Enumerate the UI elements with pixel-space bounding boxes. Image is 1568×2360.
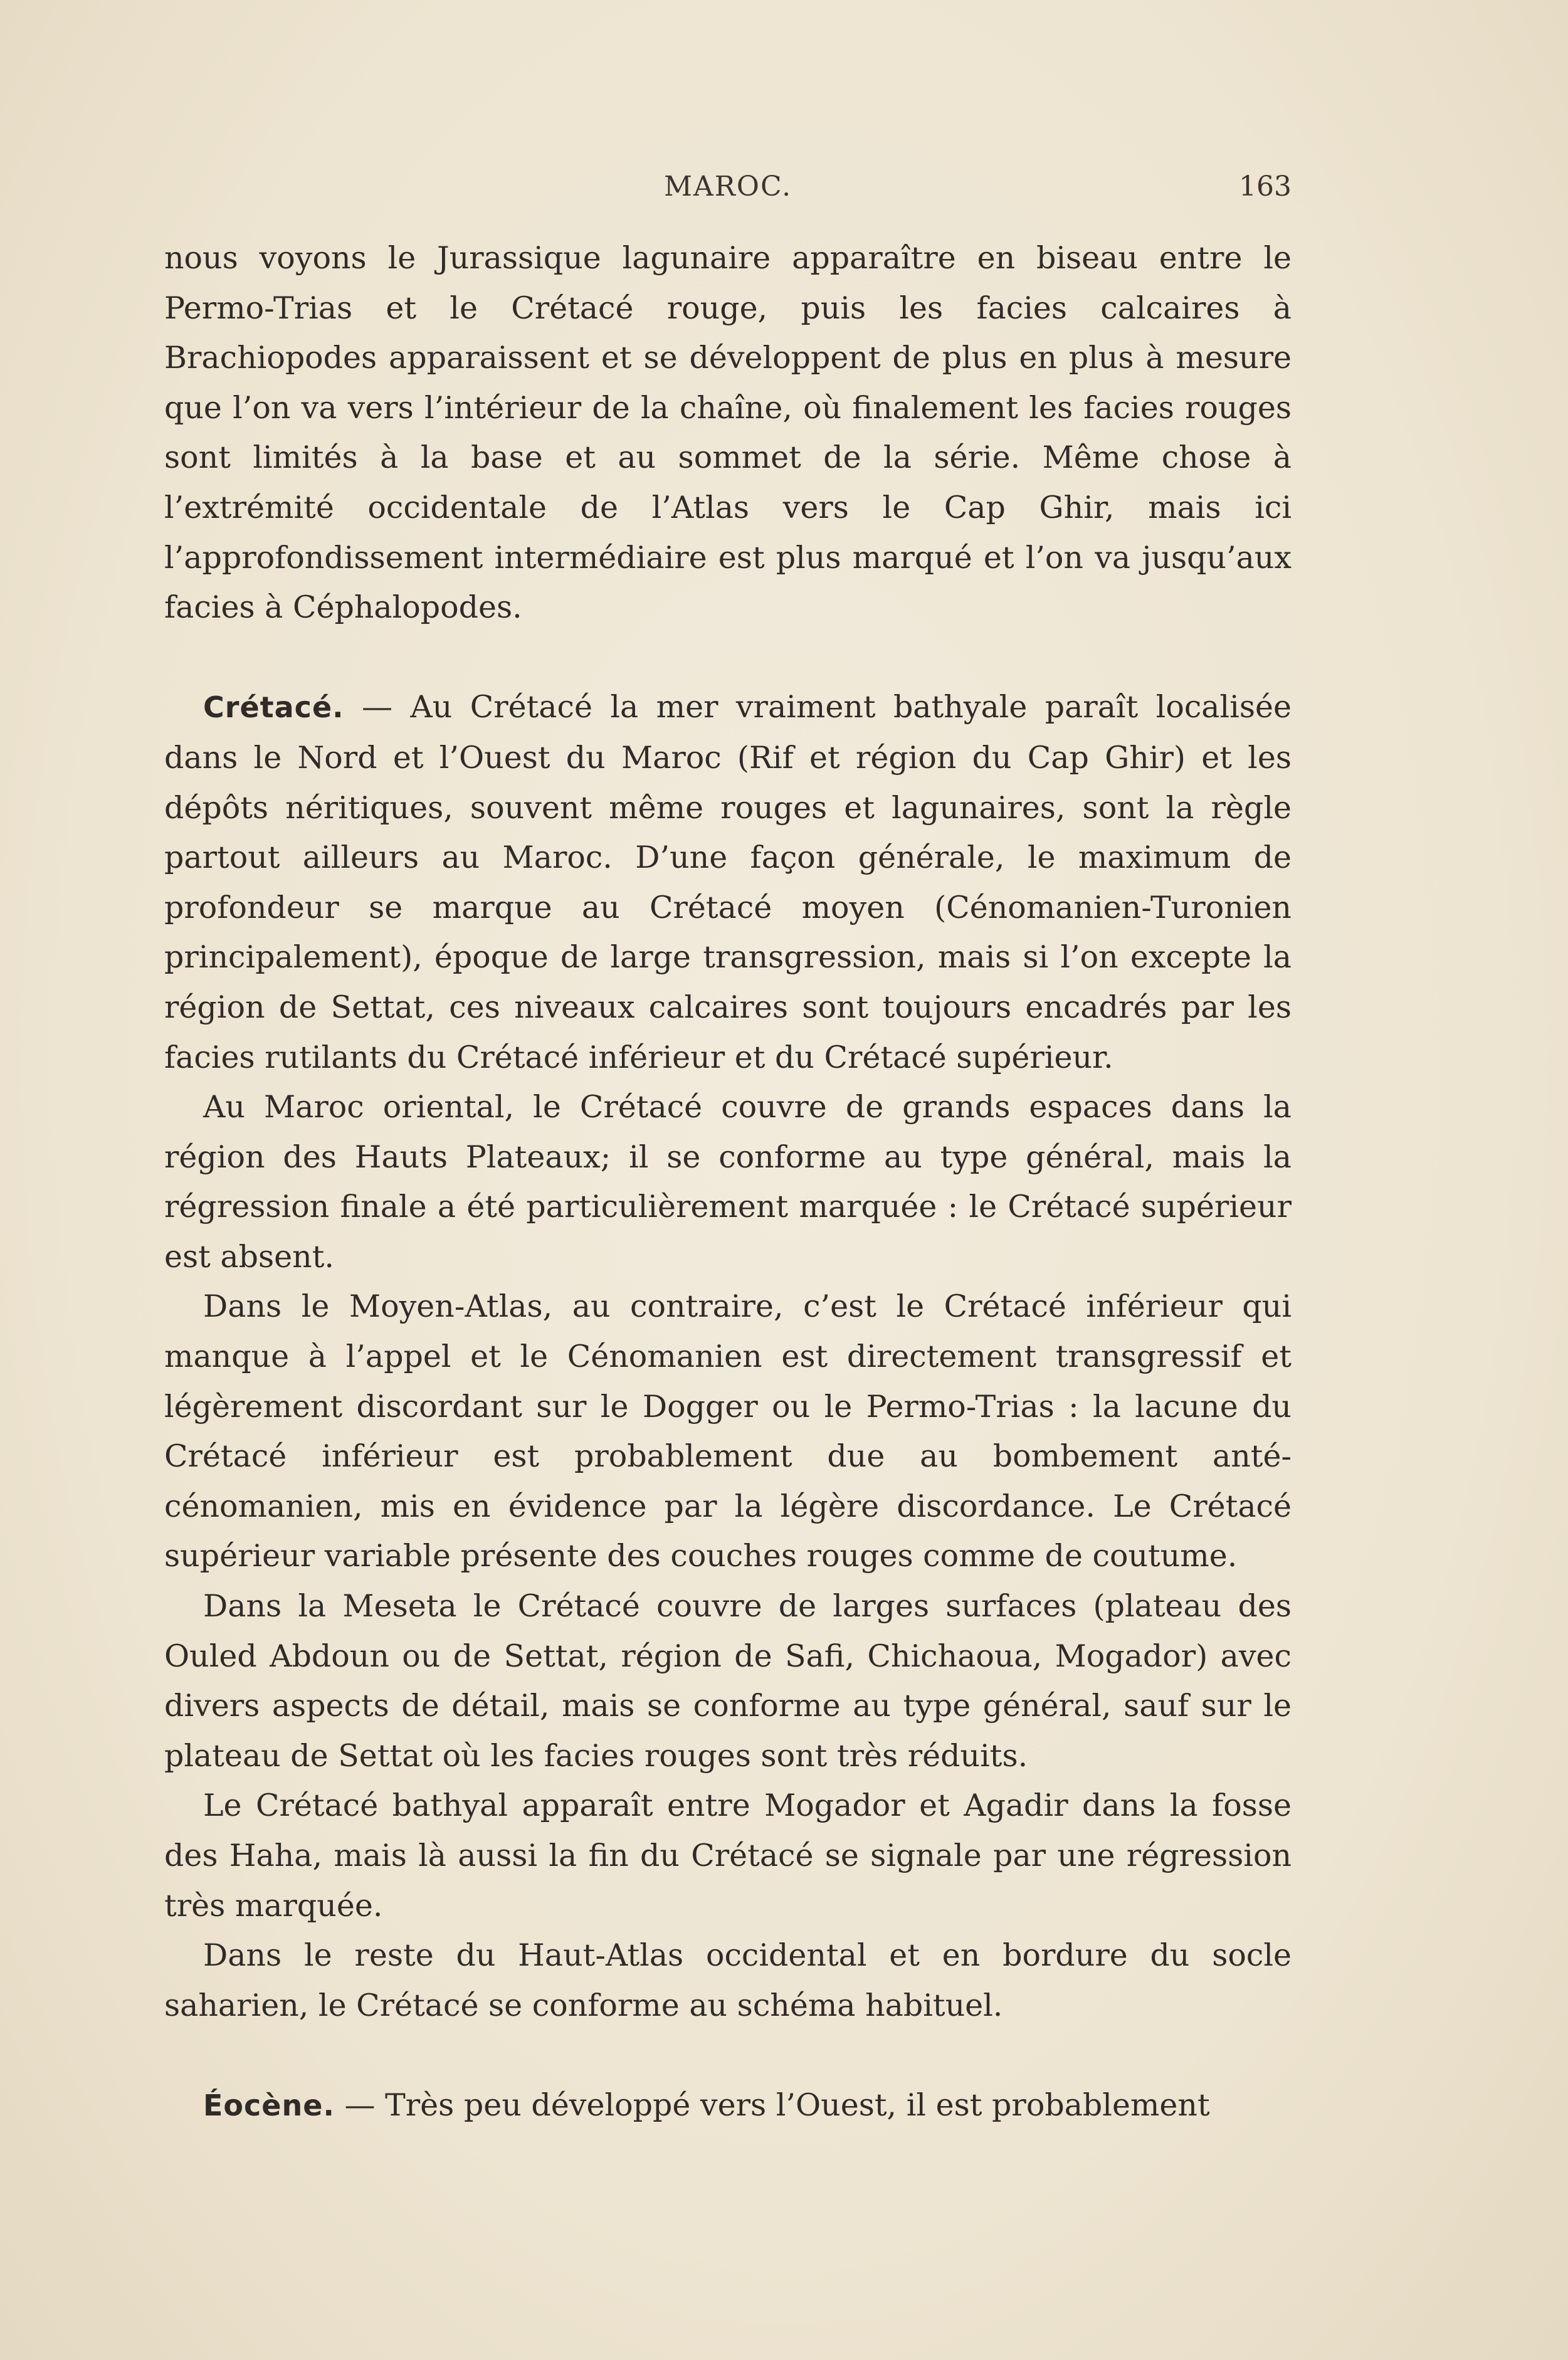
paragraph-meseta: Dans la Meseta le Crétacé couvre de larges surfaces (plateau des Ouled Abdoun ou de Settat, région de Safi, Chichaoua, Mogador) avec divers aspects de détail, mais se conforme au type général, sauf sur le plateau de Settat où les facies rouges sont très réduits. [164,1588,1292,1774]
running-title: MAROC. [663,171,792,203]
section-heading-cretace: Crétacé. [203,690,344,725]
paragraph-haut-atlas: Dans le reste du Haut-Atlas occidental et en bordure du socle saharien, le Crétacé se conforme au schéma habituel. [164,1937,1292,2023]
paragraph-cretace-bathyal: Le Crétacé bathyal apparaît entre Mogador et Agadir dans la fosse des Haha, mais là aussi la fin du Crétacé se signale par une régression très marquée. [164,1788,1292,1924]
paragraph-eocene-intro [164,2080,1292,2131]
paragraph-maroc-oriental: Au Maroc oriental, le Crétacé couvre de grands espaces dans la région des Hauts Plateaux; il se conforme au type général, mais la régression finale a été particulièrement marquée : le Crétacé supérieur est absent. [164,1089,1292,1275]
section-heading-eocene: Éocène. [203,2088,335,2122]
cretace-intro-text: — Au Crétacé la mer vraiment bathyale paraît localisée dans le Nord et l’Ouest du Maroc (Rif et région du Cap Ghir) et les dépôts néritiques, souvent même rouges et lagunaires, sont la règle partout ailleurs au Maroc. D’une façon générale, le maximum de profondeur se marque au Crétacé moyen (Cénomanien-Turonien principalement), époque de large transgression, mais si l’on excepte la région de Settat, ces niveaux calcaires sont toujours encadrés par les facies rutilants du Crétacé inférieur et du Crétacé supérieur. [164,689,1292,1075]
paragraph-jurassique: nous voyons le Jurassique lagunaire apparaître en biseau entre le Permo-Trias et le Crétacé rouge, puis les facies calcaires à Brachiopodes apparaissent et se développent de plus en plus à mesure que l’on va vers l’intérieur de la chaîne, où finalement les facies rouges sont limités à la base et au sommet de la série. Même chose à l’extrémité occidentale de l’Atlas vers le Cap Ghir, mais ici l’approfondissement intermédiaire est plus marqué et l’on va jusqu’aux facies à Céphalopodes. [164,240,1292,626]
body-text [164,233,1292,2131]
paragraph-cretace-intro [164,682,1292,1082]
page-header [164,171,1292,208]
eocene-intro-text: — Très peu développé vers l’Ouest, il est probablement [334,2087,1210,2123]
paragraph-moyen-atlas: Dans le Moyen-Atlas, au contraire, c’est le Crétacé inférieur qui manque à l’appel et le Cénomanien est directement transgressif et légèrement discordant sur le Dogger ou le Permo-Trias : la lacune du Crétacé inférieur est probablement due au bombement anté-cénomanien, mis en évidence par la légère discordance. Le Crétacé supérieur variable présente des couches rouges comme de coutume. [164,1288,1292,1574]
page-number: 163 [1239,171,1292,203]
